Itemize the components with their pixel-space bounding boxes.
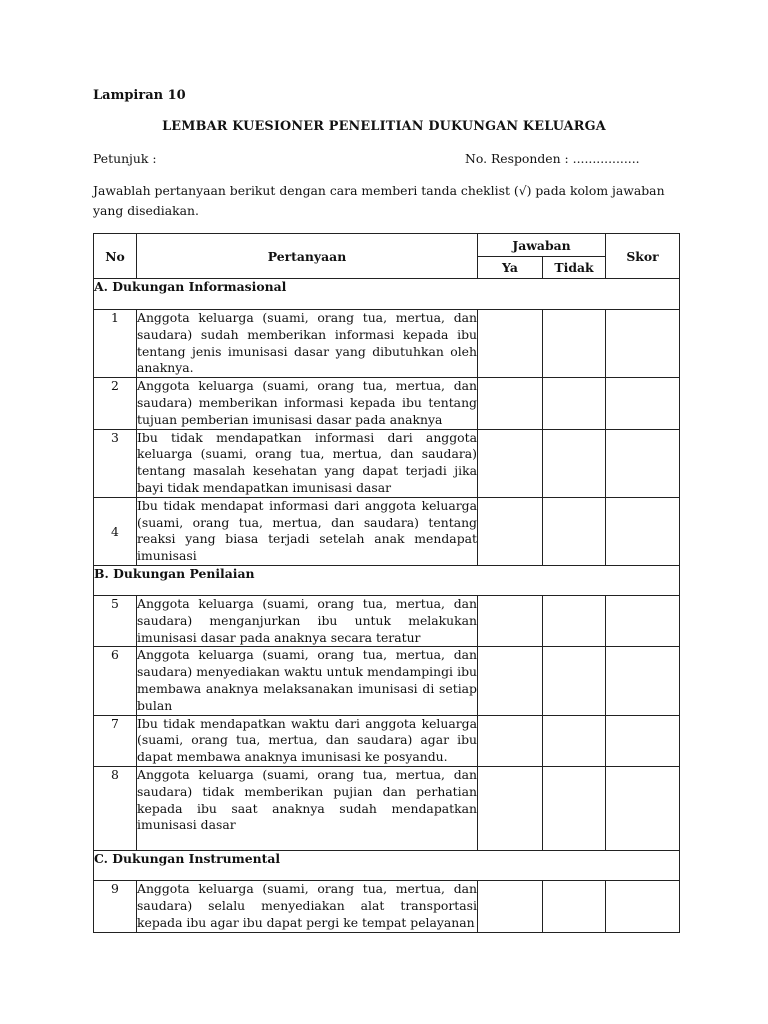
answer-no-cell[interactable] [543,378,606,429]
answer-yes-cell[interactable] [478,647,543,715]
row-number: 8 [94,766,137,850]
score-cell[interactable] [606,310,680,378]
table-row [94,766,680,850]
score-cell[interactable] [606,647,680,715]
score-cell[interactable] [606,429,680,497]
answer-no-cell[interactable] [543,497,606,565]
row-number: 7 [94,715,137,766]
question-text: Anggota keluarga (suami, orang tua, mertua, dan saudara) menyediakan waktu untuk mendampingi ibu membawa anaknya melaksanakan imunisasi di setiap bulan [137,647,478,715]
row-number: 5 [94,595,137,646]
answer-no-cell[interactable] [543,595,606,646]
table-row [94,429,680,497]
answer-no-cell[interactable] [543,880,606,932]
question-text: Anggota keluarga (suami, orang tua, mertua, dan saudara) menganjurkan ibu untuk melakukan imunisasi dasar pada anaknya secara teratur [137,595,478,646]
score-cell[interactable] [606,378,680,429]
answer-yes-cell[interactable] [478,378,543,429]
table-row [94,595,680,646]
header-answer: Jawaban [478,234,606,257]
row-number: 4 [94,497,137,565]
table-row [94,715,680,766]
respondent-number: No. Responden : ................. [465,151,640,166]
answer-yes-cell[interactable] [478,766,543,850]
score-cell[interactable] [606,880,680,932]
question-text: Anggota keluarga (suami, orang tua, mertua, dan saudara) sudah memberikan informasi kepada ibu tentang jenis imunisasi dasar yang dibutuhkan oleh anaknya. [137,310,478,378]
instructions-label: Petunjuk : [93,151,157,166]
table-row [94,378,680,429]
question-text: Ibu tidak mendapatkan waktu dari anggota keluarga (suami, orang tua, mertua, dan saudara) agar ibu dapat membawa anaknya imunisasi ke posyandu. [137,715,478,766]
section-c-title: C. Dukungan Instrumental [94,850,680,880]
answer-no-cell[interactable] [543,429,606,497]
header-no: No [94,234,137,279]
score-cell[interactable] [606,766,680,850]
header-no-answer: Tidak [543,257,606,279]
row-number: 2 [94,378,137,429]
answer-yes-cell[interactable] [478,310,543,378]
answer-no-cell[interactable] [543,310,606,378]
instruction-text: Jawablah pertanyaan berikut dengan cara memberi tanda cheklist (√) pada kolom jawaban yang disediakan. [93,183,665,218]
answer-no-cell[interactable] [543,715,606,766]
question-text: Anggota keluarga (suami, orang tua, mertua, dan saudara) selalu menyediakan alat transportasi kepada ibu agar ibu dapat pergi ke tempat pelayanan [137,880,478,932]
table-row [94,497,680,565]
questionnaire-table [93,233,680,933]
answer-yes-cell[interactable] [478,497,543,565]
answer-no-cell[interactable] [543,766,606,850]
table-row [94,647,680,715]
row-number: 3 [94,429,137,497]
score-cell[interactable] [606,715,680,766]
row-number: 9 [94,880,137,932]
answer-no-cell[interactable] [543,647,606,715]
appendix-label: Lampiran 10 [93,88,186,103]
header-score: Skor [606,234,680,279]
score-cell[interactable] [606,595,680,646]
score-cell[interactable] [606,497,680,565]
table-row [94,880,680,932]
section-b-title: B. Dukungan Penilaian [94,565,680,595]
answer-yes-cell[interactable] [478,715,543,766]
section-a-title: A. Dukungan Informasional [94,279,680,310]
answer-yes-cell[interactable] [478,595,543,646]
answer-yes-cell[interactable] [478,880,543,932]
question-text: Anggota keluarga (suami, orang tua, mertua, dan saudara) tidak memberikan pujian dan perhatian kepada ibu saat anaknya sudah mendapatkan imunisasi dasar [137,766,478,850]
question-text: Ibu tidak mendapatkan informasi dari anggota keluarga (suami, orang tua, mertua, dan saudara) tentang masalah kesehatan yang dapat terjadi jika bayi tidak mendapatkan imunisasi dasar [137,429,478,497]
header-question: Pertanyaan [137,234,478,279]
header-yes: Ya [478,257,543,279]
answer-yes-cell[interactable] [478,429,543,497]
row-number: 1 [94,310,137,378]
question-text: Ibu tidak mendapat informasi dari anggota keluarga (suami, orang tua, mertua, dan saudara) tentang reaksi yang biasa terjadi setelah anak mendapat imunisasi [137,497,478,565]
table-row [94,310,680,378]
row-number: 6 [94,647,137,715]
document-title: LEMBAR KUESIONER PENELITIAN DUKUNGAN KELUARGA [162,119,606,134]
question-text: Anggota keluarga (suami, orang tua, mertua, dan saudara) memberikan informasi kepada ibu tentang tujuan pemberian imunisasi dasar pada anaknya [137,378,478,429]
